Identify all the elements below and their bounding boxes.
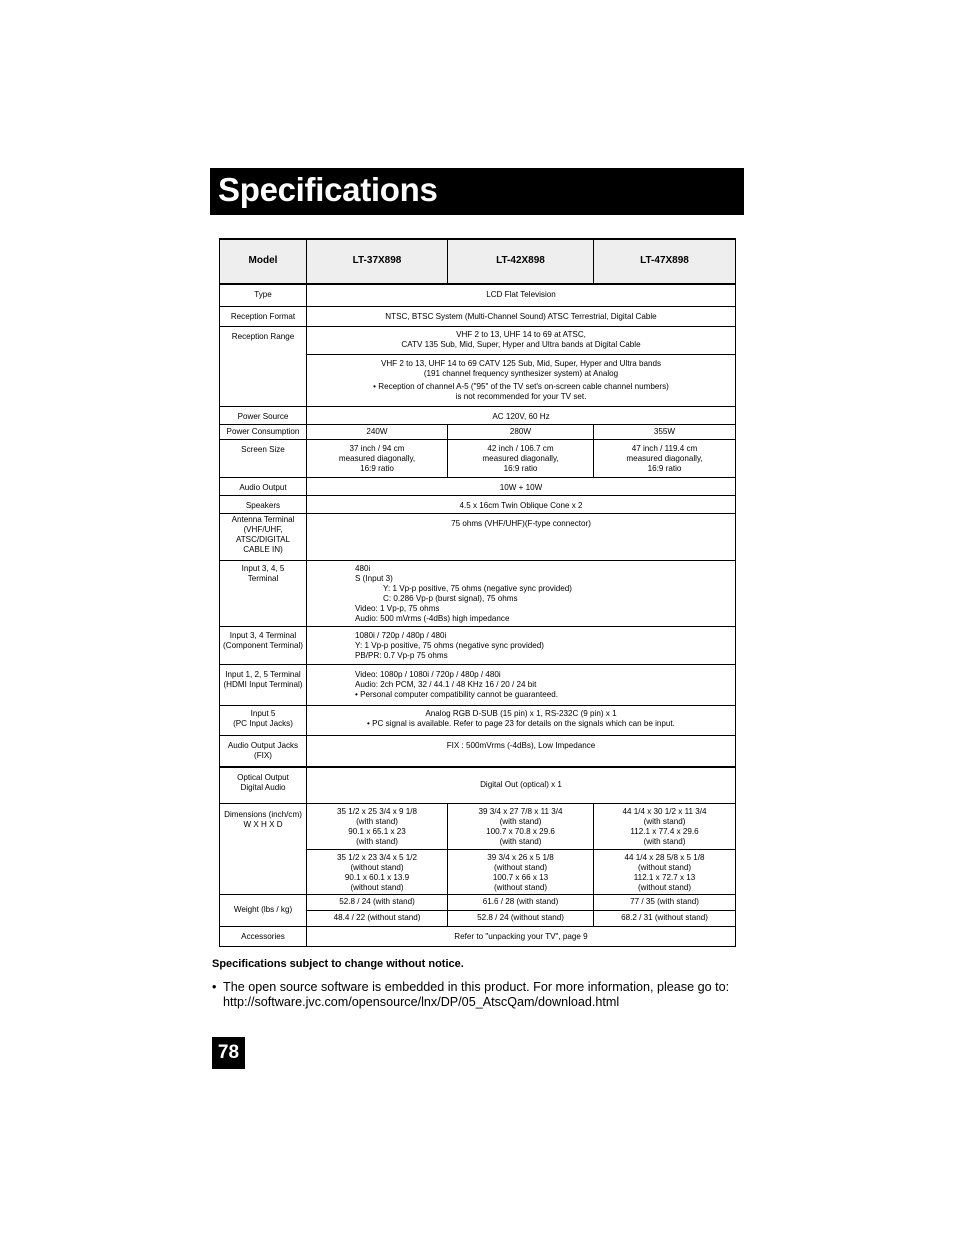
dim-without-2-line-4: (without stand): [493, 882, 548, 892]
screen-size-3-line-1: 47 inch / 119.4 cm: [631, 443, 698, 453]
row-antenna-terminal: [220, 513, 736, 560]
input-125-label-line-1: Input 1, 2, 5 Terminal: [225, 669, 301, 679]
value-screen-size-1: [307, 439, 448, 477]
antenna-label-line-1: Antenna Terminal: [231, 514, 295, 524]
input-5-line-1: Analog RGB D-SUB (15 pin) x 1, RS-232C (9 pin) x 1: [425, 708, 617, 718]
label-audio-output-jacks: [220, 735, 307, 767]
reception-range-atsc-line-1: VHF 2 to 13, UHF 14 to 69 at ATSC,: [456, 329, 586, 339]
row-dimensions-with-stand: [220, 803, 736, 849]
screen-size-2-line-2: measured diagonally,: [482, 453, 559, 463]
value-speakers: 4.5 x 16cm Twin Oblique Cone x 2: [307, 495, 736, 513]
row-screen-size: [220, 439, 736, 477]
dim-with-3-line-3: 112.1 x 77.4 x 29.6: [630, 826, 699, 836]
dim-with-2-line-2: (with stand): [499, 816, 542, 826]
row-reception-format: [220, 306, 736, 326]
value-reception-range-analog: [307, 354, 736, 406]
title-bar: [210, 168, 744, 215]
input-345-line-1: 480i: [355, 563, 371, 573]
value-optical-output: Digital Out (optical) x 1: [307, 767, 736, 803]
row-audio-output-jacks: [220, 735, 736, 767]
input-345-line-6: Audio: 500 mVrms (-4dBs) high impedance: [355, 613, 510, 623]
dim-with-2-line-3: 100.7 x 70.8 x 29.6: [486, 826, 555, 836]
value-power-source: AC 120V, 60 Hz: [307, 406, 736, 424]
label-optical-output: [220, 767, 307, 803]
label-power-source: Power Source: [220, 406, 307, 424]
value-input-5-pc: [307, 705, 736, 735]
header-model-3: LT-47X898: [594, 239, 736, 284]
label-speakers: Speakers: [220, 495, 307, 513]
label-accessories: Accessories: [220, 926, 307, 946]
value-screen-size-3: [594, 439, 736, 477]
input-125-label-line-2: (HDMI Input Terminal): [223, 679, 303, 689]
value-weight-without-3: 68.2 / 31 (without stand): [594, 910, 736, 926]
reception-range-note-line-2: is not recommended for your TV set.: [455, 391, 587, 401]
antenna-label-line-2: (VHF/UHF,: [243, 524, 283, 534]
dim-with-3-line-2: (with stand): [643, 816, 686, 826]
footnote-url[interactable]: http://software.jvc.com/opensource/lnx/DP/05_AtscQam/download.html: [223, 995, 620, 1010]
dim-without-3-line-2: (without stand): [637, 862, 692, 872]
value-input-125-hdmi: [307, 664, 736, 705]
antenna-label-line-3: ATSC/DIGITAL: [235, 534, 291, 544]
dim-with-3-line-1: 44 1/4 x 30 1/2 x 11 3/4: [622, 806, 707, 816]
value-type: LCD Flat Television: [307, 284, 736, 306]
dim-without-3-line-1: 44 1/4 x 28 5/8 x 5 1/8: [624, 852, 705, 862]
input-125-line-3: • Personal computer compatibility cannot be guaranteed.: [355, 689, 559, 699]
footnote-bullet: •: [212, 980, 217, 994]
value-antenna-terminal: 75 ohms (VHF/UHF)(F-type connector): [307, 513, 736, 560]
label-weight: Weight (lbs / kg): [220, 894, 307, 926]
screen-size-3-line-3: 16:9 ratio: [647, 463, 682, 473]
label-power-consumption: Power Consumption: [220, 424, 307, 439]
value-dimensions-with-3: [594, 803, 736, 849]
dim-without-1-line-2: (without stand): [350, 862, 404, 872]
input-345-label-line-1: Input 3, 4, 5: [241, 563, 285, 573]
value-input-34-component: [307, 626, 736, 664]
screen-size-1-line-3: 16:9 ratio: [360, 463, 394, 473]
input-125-line-2: Audio: 2ch PCM, 32 / 44.1 / 48 KHz 16 / 20 / 24 bit: [355, 679, 537, 689]
dim-with-2-line-4: (with stand): [499, 836, 542, 846]
input-345-line-3: Y: 1 Vp-p positive, 75 ohms (negative sync provided): [383, 583, 572, 593]
screen-size-1-line-2: measured diagonally,: [338, 453, 416, 463]
value-dimensions-with-2: [448, 803, 594, 849]
label-reception-format: Reception Format: [220, 306, 307, 326]
page-number: 78: [212, 1037, 245, 1069]
reception-range-note-line-1: • Reception of channel A-5 ("95" of the TV set's on-screen cable channel numbers): [373, 381, 669, 391]
label-input-125-hdmi: [220, 664, 307, 705]
antenna-label-line-4: CABLE IN): [243, 544, 283, 554]
input-34-line-2: Y: 1 Vp-p positive, 75 ohms (negative sync provided): [355, 640, 544, 650]
value-audio-output-jacks: FIX : 500mVrms (-4dBs), Low Impedance: [307, 735, 736, 767]
input-5-label-line-2: (PC Input Jacks): [233, 718, 293, 728]
value-dimensions-without-2: [448, 849, 594, 894]
input-5-label-line-1: Input 5: [250, 708, 276, 718]
optical-label-line-1: Optical Output: [237, 773, 289, 782]
audio-jacks-label-line-1: Audio Output Jacks: [227, 740, 299, 750]
label-audio-output: Audio Output: [220, 477, 307, 495]
row-type: [220, 284, 736, 306]
dimensions-label-line-1: Dimensions (inch/cm): [224, 809, 302, 819]
label-input-345: [220, 560, 307, 626]
dim-without-3-line-3: 112.1 x 72.7 x 13: [633, 872, 696, 882]
value-power-consumption-1: 240W: [307, 424, 448, 439]
input-345-line-5: Video: 1 Vp-p, 75 ohms: [355, 603, 440, 613]
header-model-2: LT-42X898: [448, 239, 594, 284]
label-reception-range: Reception Range: [220, 326, 307, 406]
dim-without-1-line-1: 35 1/2 x 23 3/4 x 5 1/2: [336, 852, 418, 862]
row-input-345: [220, 560, 736, 626]
screen-size-2-line-1: 42 inch / 106.7 cm: [487, 443, 554, 453]
value-reception-format: NTSC, BTSC System (Multi-Channel Sound) ATSC Terrestrial, Digital Cable: [307, 306, 736, 326]
value-reception-range-atsc: [307, 326, 736, 354]
value-screen-size-2: [448, 439, 594, 477]
reception-range-analog-line-2: (191 channel frequency synthesizer system) at Analog: [423, 368, 619, 378]
input-345-label-line-2: Terminal: [247, 573, 279, 583]
row-optical-output: [220, 767, 736, 803]
value-dimensions-without-1: [307, 849, 448, 894]
label-type: Type: [220, 284, 307, 306]
dim-without-3-line-4: (without stand): [637, 882, 692, 892]
footnote-line-1: The open source software is embedded in this product. For more information, please go to:: [223, 980, 730, 994]
row-weight-with-stand: [220, 894, 736, 910]
row-accessories: [220, 926, 736, 946]
table-header-row: [220, 239, 736, 284]
input-34-label-line-2: (Component Terminal): [223, 640, 303, 650]
value-weight-without-1: 48.4 / 22 (without stand): [307, 910, 448, 926]
value-dimensions-without-3: [594, 849, 736, 894]
dim-with-3-line-4: (with stand): [643, 836, 686, 846]
label-input-5-pc: [220, 705, 307, 735]
screen-size-2-line-3: 16:9 ratio: [503, 463, 538, 473]
input-125-line-1: Video: 1080p / 1080i / 720p / 480p / 480i: [355, 669, 501, 679]
header-model-1: LT-37X898: [307, 239, 448, 284]
row-input-125-hdmi: [220, 664, 736, 705]
input-34-label-line-1: Input 3, 4 Terminal: [229, 630, 297, 640]
row-input-5-pc: [220, 705, 736, 735]
screen-size-3-line-2: measured diagonally,: [626, 453, 703, 463]
reception-range-atsc-line-2: CATV 135 Sub, Mid, Super, Hyper and Ultra bands at Digital Cable: [401, 339, 641, 349]
specifications-table: [219, 238, 736, 947]
input-34-line-1: 1080i / 720p / 480p / 480i: [355, 630, 447, 640]
reception-range-analog-line-1: VHF 2 to 13, UHF 14 to 69 CATV 125 Sub, Mid, Super, Hyper and Ultra bands: [380, 358, 662, 368]
input-345-line-2: S (Input 3): [355, 573, 393, 583]
row-audio-output: [220, 477, 736, 495]
row-reception-range: [220, 326, 736, 354]
optical-label-line-2: Digital Audio: [240, 783, 286, 793]
value-power-consumption-2: 280W: [448, 424, 594, 439]
change-notice: Specifications subject to change without notice.: [212, 958, 464, 970]
page-title: Specifications: [218, 171, 438, 208]
row-speakers: [220, 495, 736, 513]
dim-with-2-line-1: 39 3/4 x 27 7/8 x 11 3/4: [478, 806, 563, 816]
dim-without-2-line-3: 100.7 x 66 x 13: [492, 872, 549, 882]
value-input-345: [307, 560, 736, 626]
screen-size-1-line-1: 37 inch / 94 cm: [349, 443, 405, 453]
value-dimensions-with-1: [307, 803, 448, 849]
label-antenna-terminal: [220, 513, 307, 560]
value-weight-with-3: 77 / 35 (with stand): [594, 894, 736, 910]
dim-without-1-line-4: (without stand): [350, 882, 404, 892]
header-model: Model: [220, 239, 307, 284]
dim-with-1-line-1: 35 1/2 x 25 3/4 x 9 1/8: [336, 806, 418, 816]
audio-jacks-label-line-2: (FIX): [254, 750, 272, 760]
dim-without-2-line-2: (without stand): [493, 862, 548, 872]
label-dimensions: [220, 803, 307, 894]
dim-with-1-line-2: (with stand): [356, 816, 398, 826]
input-34-line-3: PB/PR: 0.7 Vp-p 75 ohms: [355, 650, 448, 660]
row-power-source: [220, 406, 736, 424]
dim-with-1-line-4: (with stand): [356, 836, 398, 846]
dim-without-1-line-3: 90.1 x 60.1 x 13.9: [344, 872, 410, 882]
dim-with-1-line-3: 90.1 x 65.1 x 23: [348, 826, 406, 836]
input-5-line-2: • PC signal is available. Refer to page 23 for details on the signals which can be input.: [367, 718, 675, 728]
value-accessories: Refer to "unpacking your TV", page 9: [307, 926, 736, 946]
row-input-34-component: [220, 626, 736, 664]
dimensions-label-line-2: W X H X D: [243, 819, 283, 829]
dim-without-2-line-1: 39 3/4 x 26 x 5 1/8: [487, 852, 554, 862]
value-weight-with-1: 52.8 / 24 (with stand): [307, 894, 448, 910]
value-weight-with-2: 61.6 / 28 (with stand): [448, 894, 594, 910]
label-screen-size: Screen Size: [220, 439, 307, 477]
value-weight-without-2: 52.8 / 24 (without stand): [448, 910, 594, 926]
input-345-line-4: C: 0.286 Vp-p (burst signal), 75 ohms: [383, 593, 518, 603]
row-power-consumption: [220, 424, 736, 439]
open-source-footnote: [212, 980, 752, 1011]
label-input-34-component: [220, 626, 307, 664]
value-power-consumption-3: 355W: [594, 424, 736, 439]
value-audio-output: 10W + 10W: [307, 477, 736, 495]
